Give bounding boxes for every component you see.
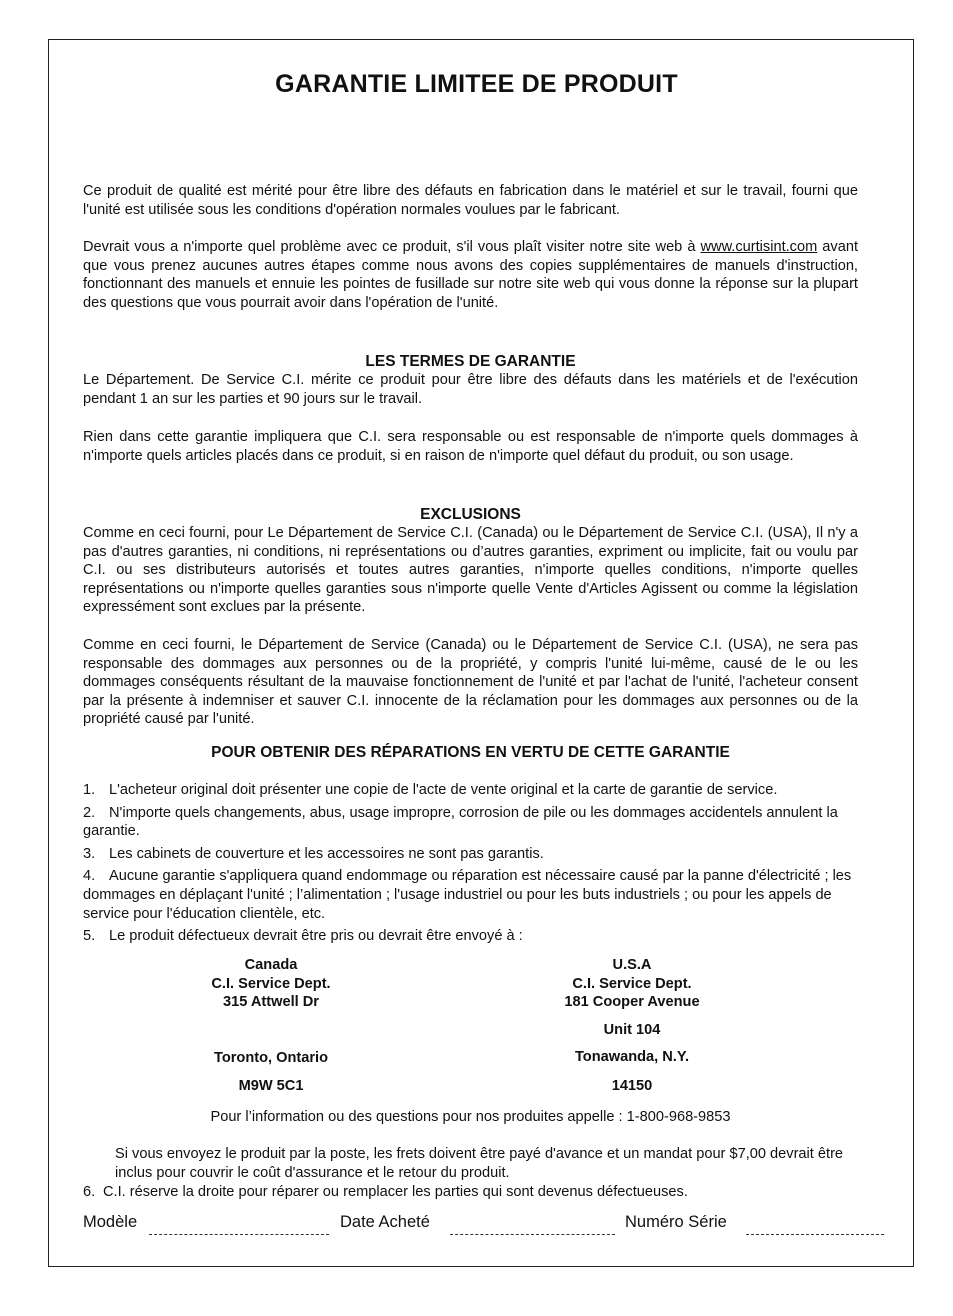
exclusions-section-2 — [83, 636, 858, 729]
serial-input-line[interactable] — [746, 1234, 884, 1235]
list-item: 1. L'acheteur original doit présenter une copie de l'acte de vente original et la carte de garantie de service. — [83, 782, 778, 798]
list-item: 6. C.I. réserve la droite pour réparer ou remplacer les parties qui sont devenus défectueuses. — [83, 1184, 688, 1200]
list-item: 2. N'importe quels changements, abus, usage impropre, corrosion de pile ou les dommages accidentels annulent la garantie. — [83, 804, 838, 840]
canada-city: Toronto, Ontario — [213, 1049, 329, 1066]
terms-heading: LES TERMES DE GARANTIE — [365, 353, 576, 370]
canada-address — [141, 956, 401, 1096]
usa-postal: 14150 — [611, 1077, 653, 1094]
repairs-section — [83, 743, 858, 762]
canada-postal: M9W 5C1 — [238, 1078, 304, 1094]
info-section — [83, 1108, 858, 1127]
usa-dept: C.I. Service Dept. — [572, 975, 692, 992]
canada-country: Canada — [244, 957, 298, 973]
canada-dept: C.I. Service Dept. — [211, 975, 331, 992]
terms-paragraph-2: Rien dans cette garantie impliquera que C.I. sera responsable ou est responsable de n'importe quels dommages à n'importe quels articles placés dans ce produit, si en raison de n'importe quel défaut du produit, ou son usage. — [83, 429, 858, 464]
usa-country: U.S.A — [612, 957, 652, 973]
mail-note: Si vous envoyez le produit par la poste, les frets doivent être payé d'avance et un mandat pour $7,00 devrait être inclus pour couvrir le coût d'assurance et le retour du produit. — [115, 1146, 844, 1181]
document-title: GARANTIE LIMITEE DE PRODUIT — [275, 70, 678, 98]
website-link[interactable]: www.curtisint.com — [700, 239, 818, 255]
usa-unit: Unit 104 — [603, 1021, 661, 1038]
usa-street: 181 Cooper Avenue — [564, 994, 700, 1010]
terms-paragraph-1: Le Département. De Service C.I. mérite ce produit pour être libre des défauts dans les matériels et de l'exécution pendant 1 an sur les parties et 90 jours sur le travail. — [83, 372, 858, 407]
canada-street: 315 Attwell Dr — [223, 994, 319, 1010]
date-label: Date Acheté — [340, 1213, 430, 1231]
usa-address — [502, 956, 762, 1095]
repairs-list — [83, 781, 858, 950]
item-6-section — [83, 1183, 858, 1206]
info-line: Pour l’information ou des questions pour nos produites appelle : 1-800-968-9853 — [210, 1109, 731, 1125]
intro-section-2 — [83, 238, 858, 312]
model-input-line[interactable] — [149, 1234, 329, 1235]
list-item: 5. Le produit défectueux devrait être pris ou devrait être envoyé à : — [83, 928, 523, 945]
intro-paragraph-2 — [83, 238, 858, 312]
serial-label: Numéro Série — [625, 1213, 727, 1231]
terms-section-2 — [83, 428, 858, 465]
exclusions-paragraph-2: Comme en ceci fourni, le Département de Service (Canada) ou le Département de Service C.I. (USA), ne sera pas responsable des dommages aux personnes ou de la propriété, y compris l'unité lui-même, causé de le ou les dommages conséquents résultant de la mauvaise fonctionnement de l'unité et par l'achat de l'unité, l'acheteur consent par la présente à indemniser et sauver C.I. innocente de la réclamation pour les dommages aux personnes ou de la propriété causé par l'unité. — [83, 637, 858, 728]
model-label: Modèle — [83, 1213, 138, 1231]
terms-section — [83, 352, 858, 408]
intro-paragraph-1: Ce produit de qualité est mérité pour être libre des défauts en fabrication dans le matériel et sur le travail, fourni que l'unité est utilisée sous les conditions d'opération normales voulues par le fabricant. — [83, 183, 858, 218]
list-item: 3. Les cabinets de couverture et les accessoires ne sont pas garantis. — [83, 845, 544, 862]
exclusions-heading: EXCLUSIONS — [420, 506, 521, 523]
repairs-heading: POUR OBTENIR DES RÉPARATIONS EN VERTU DE CETTE GARANTIE — [211, 744, 730, 761]
exclusions-section — [83, 505, 858, 617]
usa-city: Tonawanda, N.Y. — [574, 1049, 690, 1065]
intro-text-before-link: Devrait vous a n'importe quel problème avec ce produit, s'il vous plaît visiter notre site web à — [83, 239, 701, 255]
intro-section — [83, 182, 858, 219]
list-item: 4. Aucune garantie s'appliquera quand endommage ou réparation est nécessaire causé par la panne d'électricité ; les dommages en déplaçant l'unité ; l’alimentation ; l'usage industriel ou pour les buts industriels ; ou pour les appels de service pour l'éducation clientèle, etc. — [83, 868, 852, 922]
mail-note-section — [115, 1145, 860, 1182]
intro-text-after-link: avant que vous prenez aucunes autres étapes comme nous avons des copies supplémentaires de manuels d'instruction, fonctionnant des manuels et ennuie les pointes de fusillade sur notre site web qui vous donne la réponse sur la plupart des questions que vous pourrait avoir dans l'opération de l'unité. — [83, 239, 858, 311]
exclusions-paragraph-1: Comme en ceci fourni, pour Le Département de Service C.I. (Canada) ou le Département de Service C.I. (USA), Il n'y a pas d'autres garanties, ni conditions, ni représentations ou d’autres garanties, expriment ou implicite, fait ou voulu par C.I. ou ses distributeurs autorisés et toutes autres garanties, n'importe quelles conditions, n'importe quelles représentations ou n'importe quelles garanties sous n'importe quelle Vente d'Articles Agissent ou comme la législation expressément sont exclues par la présente. — [83, 525, 858, 616]
date-input-line[interactable] — [450, 1234, 615, 1235]
